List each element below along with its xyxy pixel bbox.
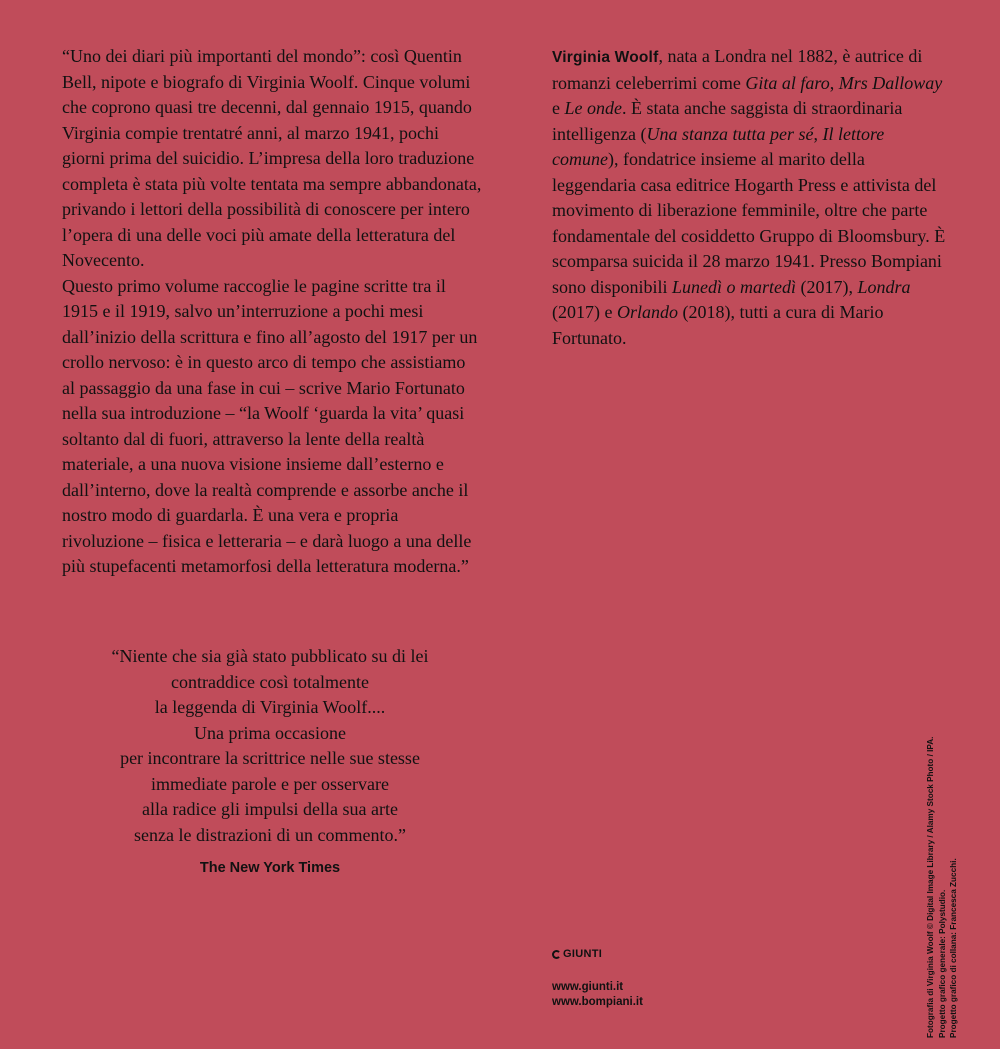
synopsis-paragraph-1: “Uno dei diari più importanti del mondo”: così Quentin Bell, nipote e biografo di Virginia Woolf. Cinque volumi che coprono quasi tre decenni, dal gennaio 1915, quando Virginia compie trentatré anni, al marzo 1941, pochi giorni prima del suicidio. L’impresa della loro traduzione completa è stata più volte tentata ma sempre abbandonata, privando i lettori della possibilità di conoscere per intero l’opera di una delle voci più amate della letteratura del Novecento.: [62, 46, 482, 270]
bio-text: ,: [813, 123, 823, 144]
credit-line: Progetto grafico generale: Polystudio.: [937, 889, 947, 1038]
quote-line: “Niente che sia già stato pubblicato su di lei: [111, 646, 429, 666]
quote-line: per incontrare la scrittrice nelle sue stesse: [120, 748, 420, 768]
book-title: Le onde: [564, 98, 622, 118]
giunti-logo-text: GIUNTI: [563, 948, 603, 960]
bio-text: (2018), tutti a cura di Mario Fortunato.: [552, 302, 884, 348]
synopsis-paragraph-2: Questo primo volume raccoglie le pagine scritte tra il 1915 e il 1919, salvo un’interruzione a pochi mesi dall’inizio della scrittura e fino all’agosto del 1917 per un crollo nervoso: è in questo arco di tempo che assistiamo al passaggio da una fase in cui – scrive Mario Fortunato nella sua introduzione – “la Woolf ‘guarda la vita’ quasi soltanto dal di fuori, attraverso la lente della realtà materiale, a una nuova visione insieme dall’esterno e dall’interno, dove la realtà comprende e assorbe anche il nostro modo di guardarla. È una vera e propria rivoluzione – fisica e letteraria – e darà luogo a una delle più stupefacenti metamorfosi della letteratura moderna.”: [62, 275, 478, 576]
giunti-logo: [552, 948, 752, 960]
quote-line: senza le distrazioni di un commento.”: [134, 824, 406, 845]
url-giunti: www.giunti.it: [552, 981, 624, 993]
book-title: Londra: [857, 276, 911, 297]
book-title: Il lettore comune: [552, 123, 885, 169]
quote-line: immediate parole e per osservare: [151, 773, 389, 794]
bio-text: . È stata anche saggista di straordinaria intelligenza (: [552, 98, 903, 144]
quote-line: contraddice così totalmente: [171, 671, 369, 692]
image-credits: [925, 718, 985, 1038]
book-title: Lunedì o martedì: [672, 276, 797, 297]
author-bio: [552, 44, 952, 351]
quote-line: alla radice gli impulsi della sua arte: [142, 799, 398, 819]
bio-text: (2017) e: [552, 302, 617, 322]
quote-line: Una prima occasione: [194, 722, 346, 743]
bio-text: ), fondatrice insieme al marito della leggendaria casa editrice Hogarth Press e attivista del movimento di liberazione femminile, oltre che parte fondamentale del cosiddetto Gruppo di Bloomsbury. È scomparsa suicida il 28 marzo 1941. Presso Bompiani sono disponibili: [552, 149, 946, 297]
bio-text: ,: [829, 72, 839, 93]
book-title: Mrs Dalloway: [838, 72, 943, 93]
book-title: Gita al faro: [745, 72, 830, 93]
synopsis-column: [62, 44, 482, 580]
book-title: Una stanza tutta per sé: [646, 123, 814, 144]
book-title: Orlando: [616, 302, 678, 322]
review-quote: [62, 644, 478, 882]
bio-text: (2017),: [796, 276, 858, 297]
credit-line: Fotografia di Virginia Woolf © Digital Image Library / Alamy Stock Photo / IPA.: [926, 736, 935, 1038]
giunti-g-icon: [552, 950, 561, 959]
bio-text: , nata a Londra nel 1882, è autrice di romanzi celeberrimi come: [552, 46, 923, 93]
credit-line: Progetto grafico di collana: Francesca Zucchi.: [949, 858, 958, 1038]
author-name: Virginia Woolf: [552, 49, 659, 66]
bio-text: e: [552, 98, 565, 118]
url-bompiani: www.bompiani.it: [552, 996, 643, 1008]
author-bio-column: [552, 44, 952, 351]
quote-line: la leggenda di Virginia Woolf....: [154, 697, 386, 717]
quote-source: The New York Times: [199, 860, 341, 876]
publisher-block: [552, 948, 752, 1010]
